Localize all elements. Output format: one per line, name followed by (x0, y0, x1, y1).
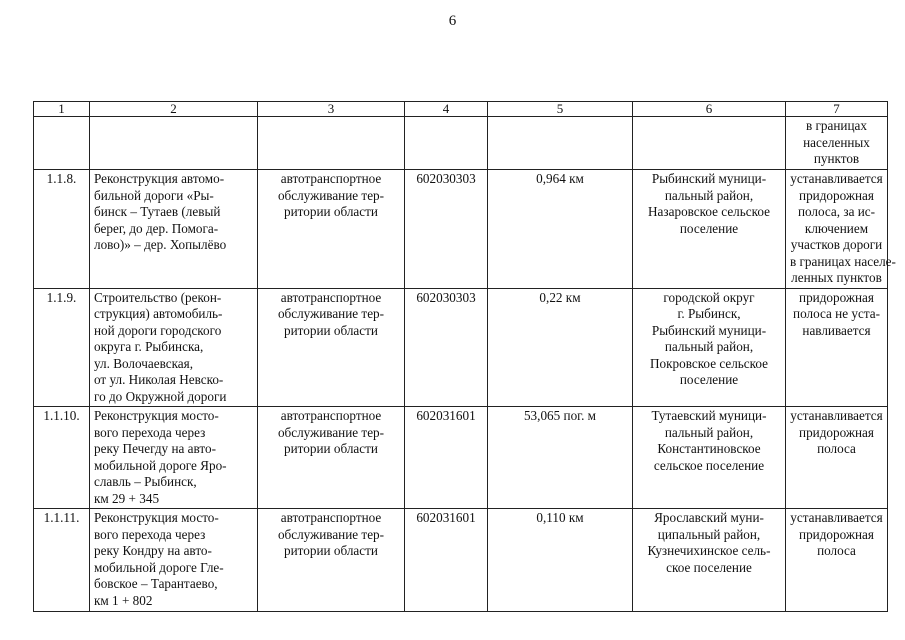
roadside-strip-status-line: ленных пунктов (791, 270, 882, 285)
object-length-line: 53,065 пог. м (523, 408, 597, 423)
table-row (34, 117, 888, 170)
table-row (34, 288, 888, 407)
object-name-cell (90, 509, 258, 612)
object-location-line: городской округ (663, 289, 755, 305)
object-length-cell (488, 407, 633, 509)
object-purpose-cell (258, 288, 405, 407)
object-location-cell (633, 117, 786, 170)
object-length-cell (488, 288, 633, 407)
table-body (34, 117, 896, 612)
roadside-strip-status-line: полоса, за ис- (797, 204, 876, 219)
object-location-line: Константиновское (657, 441, 761, 456)
object-name-line: Реконструкция мосто- (94, 510, 219, 525)
object-location-line: сельское поселение (653, 457, 765, 473)
object-name-line: бовское – Тарантаево, (94, 576, 218, 591)
object-name-line: бинск – Тутаев (левый (94, 204, 221, 219)
column-header-6: 6 (633, 102, 786, 117)
object-location-line: пальный район, (664, 187, 754, 203)
roadside-strip-status-line: полоса (817, 441, 856, 456)
object-name-line: от ул. Николая Невско- (94, 372, 224, 387)
object-name-line: лово)» – дер. Хопылёво (94, 237, 227, 252)
roadside-strip-status-cell (786, 170, 896, 289)
roadside-strip-status-line: в границах (806, 118, 867, 133)
object-name-line: Реконструкция мосто- (94, 408, 219, 423)
object-purpose-line: автотранспортное (280, 289, 382, 305)
row-number-line: 1.1.8. (46, 171, 77, 186)
table-header (34, 102, 888, 117)
column-header-7: 7 (786, 102, 888, 117)
table-row (34, 509, 888, 612)
roadside-strip-status-line: навливается (802, 322, 871, 338)
object-name-line: славль – Рыбинск, (94, 474, 197, 489)
object-length-line: 0,22 км (539, 289, 581, 305)
row-number-cell (34, 170, 90, 289)
object-length-cell (488, 117, 633, 170)
object-length-cell (488, 170, 633, 289)
roadside-strip-status-line: устанавливается (790, 408, 883, 423)
roadside-strip-status-line: придорожная (799, 526, 874, 542)
column-header-3: 3 (258, 102, 405, 117)
object-purpose-line: обслуживание тер- (277, 187, 385, 203)
object-location-line: ципальный район, (657, 526, 761, 542)
column-header-2: 2 (90, 102, 258, 117)
roadside-strip-status-cell (786, 407, 888, 509)
roadside-strip-status-line: полоса (817, 543, 856, 558)
object-purpose-line: обслуживание тер- (277, 526, 385, 542)
object-location-cell (633, 288, 786, 407)
object-code-cell (405, 509, 488, 612)
object-name-line: км 1 + 802 (94, 592, 153, 608)
row-number-cell (34, 509, 90, 612)
object-code-line: 602031601 (416, 510, 476, 525)
object-location-cell (633, 407, 786, 509)
object-code-line: 602031601 (416, 408, 476, 423)
roadside-strip-status-line: полоса не уста- (793, 306, 880, 321)
object-code-line: 602030303 (416, 171, 476, 186)
object-name-line: мобильной дороге Гле- (94, 559, 224, 575)
table-row (34, 407, 888, 509)
roadside-strip-status-line: придорожная (799, 187, 874, 203)
object-name-line: Строительство (рекон- (94, 289, 222, 305)
object-location-line: пальный район, (664, 424, 754, 440)
object-location-line: ское поселение (666, 559, 752, 575)
object-purpose-line: автотранспортное (280, 408, 382, 423)
object-name-line: округа г. Рыбинска, (94, 339, 204, 354)
object-location-line: Рыбинский муници- (651, 171, 767, 186)
object-purpose-line: ритории области (284, 543, 378, 558)
row-number-cell (34, 117, 90, 170)
row-number-line: 1.1.10. (43, 408, 80, 423)
roadside-strip-status-line: в границах населе- (790, 253, 896, 269)
object-purpose-cell (258, 509, 405, 612)
object-location-line: пальный район, (664, 339, 754, 354)
roadside-strip-status-line: устанавливается (790, 171, 883, 186)
object-name-line: мобильной дороге Яро- (94, 457, 227, 473)
page-number: 6 (448, 13, 457, 29)
object-location-line: поселение (679, 372, 739, 387)
roadside-strip-status-cell (786, 509, 888, 612)
object-purpose-cell (258, 170, 405, 289)
object-name-line: струкция) автомобиль- (94, 306, 223, 321)
column-header-1: 1 (34, 102, 90, 117)
object-location-line: Рыбинский муници- (651, 322, 767, 338)
row-number-line: 1.1.9. (46, 289, 77, 305)
roadside-strip-status-line: участков дороги (790, 237, 883, 252)
object-code-line: 602030303 (416, 289, 476, 305)
object-code-cell (405, 407, 488, 509)
object-name-cell (90, 407, 258, 509)
object-name-line: ул. Волочаевская, (94, 355, 194, 371)
row-number-line: 1.1.11. (43, 510, 80, 525)
object-location-line: Ярославский муни- (654, 510, 764, 525)
object-length-cell (488, 509, 633, 612)
object-name-line: ной дороги городского (94, 322, 222, 338)
object-name-line: Реконструкция автомо- (94, 171, 225, 186)
object-purpose-line: обслуживание тер- (277, 306, 385, 321)
object-location-line: Покровское сельское (649, 355, 769, 371)
table-row (34, 170, 888, 289)
roadside-strip-status-line: населенных (803, 134, 870, 150)
object-name-line: реку Печегду на авто- (94, 441, 216, 456)
roadside-strip-status-cell (786, 288, 888, 407)
object-purpose-line: ритории области (284, 441, 378, 456)
object-purpose-line: автотранспортное (280, 171, 382, 186)
roadside-strip-status-line: придорожная (799, 289, 874, 305)
object-code-cell (405, 288, 488, 407)
objects-table (33, 101, 896, 612)
object-name-cell (90, 170, 258, 289)
object-name-line: км 29 + 345 (94, 490, 160, 506)
object-location-cell (633, 170, 786, 289)
object-name-line: реку Кондру на авто- (94, 543, 212, 558)
object-purpose-line: автотранспортное (280, 510, 382, 525)
header-row (34, 102, 888, 117)
object-location-cell (633, 509, 786, 612)
object-location-line: поселение (679, 220, 739, 236)
object-location-line: Назаровское сельское (648, 204, 770, 219)
object-purpose-line: ритории области (284, 204, 378, 219)
object-purpose-line: ритории области (284, 322, 378, 338)
roadside-strip-status-line: устанавливается (790, 510, 883, 525)
row-number-cell (34, 288, 90, 407)
column-header-5: 5 (488, 102, 633, 117)
row-number-cell (34, 407, 90, 509)
column-header-4: 4 (405, 102, 488, 117)
object-location-line: г. Рыбинск, (677, 306, 741, 321)
object-name-cell (90, 288, 258, 407)
roadside-strip-status-cell (786, 117, 888, 170)
object-name-line: вого перехода через (94, 424, 206, 440)
object-code-cell (405, 170, 488, 289)
object-length-line: 0,110 км (536, 510, 584, 525)
object-code-cell (405, 117, 488, 170)
roadside-strip-status-line: ключением (804, 220, 869, 236)
object-name-line: берег, до дер. Помога- (94, 220, 219, 236)
object-name-line: вого перехода через (94, 526, 206, 542)
roadside-strip-status-line: пунктов (813, 151, 860, 166)
object-purpose-line: обслуживание тер- (277, 424, 385, 440)
object-name-line: бильной дороги «Ры- (94, 187, 214, 203)
roadside-strip-status-line: придорожная (799, 424, 874, 440)
object-purpose-cell (258, 407, 405, 509)
object-purpose-cell (258, 117, 405, 170)
object-name-cell (90, 117, 258, 170)
object-name-line: го до Окружной дороги (94, 388, 227, 404)
object-location-line: Кузнечихинское сель- (647, 543, 771, 558)
object-length-line: 0,964 км (536, 171, 584, 186)
object-location-line: Тутаевский муници- (651, 408, 767, 423)
